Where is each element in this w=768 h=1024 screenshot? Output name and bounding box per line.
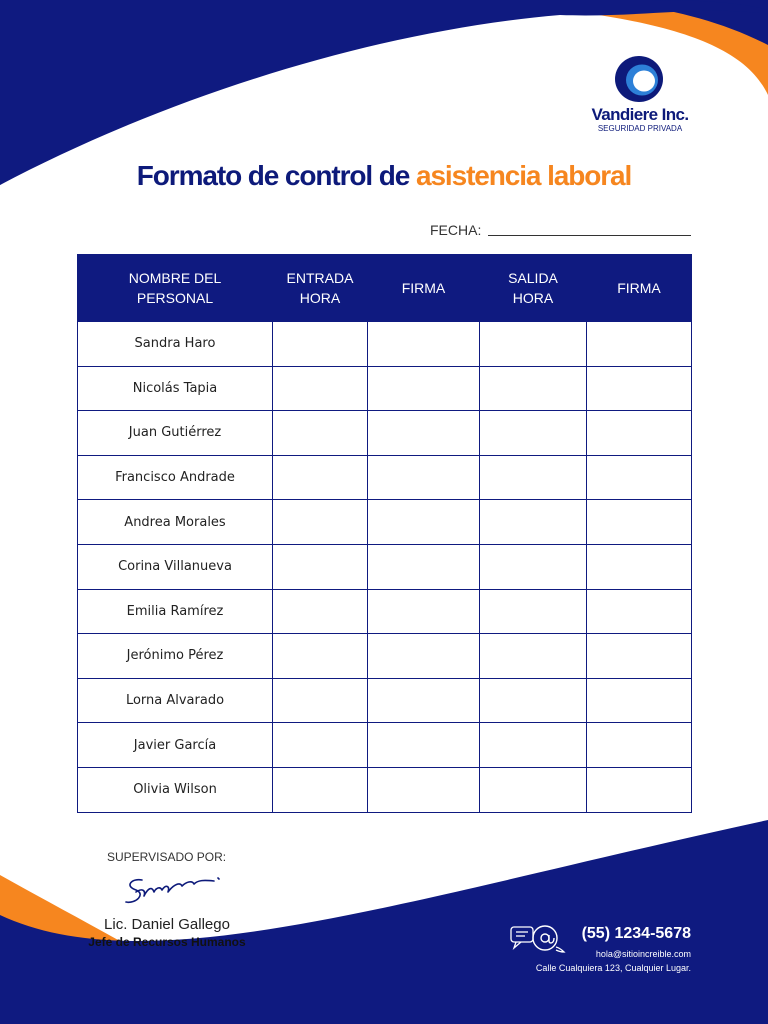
fecha-input-line[interactable] <box>488 235 691 236</box>
supervisor-role: Jefe de Recursos Humanos <box>88 935 246 949</box>
fecha-label: FECHA: <box>430 222 482 238</box>
firma-salida-cell[interactable] <box>587 634 692 679</box>
contact-email[interactable]: hola@sitioincreible.com <box>595 949 691 959</box>
firma-salida-cell[interactable] <box>587 322 692 367</box>
supervised-by-label: SUPERVISADO POR: <box>107 850 227 864</box>
signature-icon <box>122 868 222 914</box>
salida-cell[interactable] <box>480 723 587 768</box>
salida-cell[interactable] <box>480 411 587 456</box>
entrada-cell[interactable] <box>273 589 368 634</box>
firma-salida-cell[interactable] <box>587 678 692 723</box>
employee-name: Javier García <box>78 723 273 768</box>
employee-name: Lorna Alvarado <box>78 678 273 723</box>
employee-name: Nicolás Tapia <box>78 366 273 411</box>
employee-name: Sandra Haro <box>78 322 273 367</box>
firma-entrada-cell[interactable] <box>368 767 480 812</box>
page-title <box>0 160 768 192</box>
employee-name: Juan Gutiérrez <box>78 411 273 456</box>
entrada-cell[interactable] <box>273 678 368 723</box>
table-row <box>78 500 692 545</box>
firma-salida-cell[interactable] <box>587 455 692 500</box>
firma-salida-cell[interactable] <box>587 544 692 589</box>
firma-entrada-cell[interactable] <box>368 455 480 500</box>
title-main: Formato de control de <box>136 160 410 191</box>
table-row <box>78 678 692 723</box>
entrada-cell[interactable] <box>273 455 368 500</box>
title-accent: asistencia laboral <box>415 160 632 191</box>
table-row <box>78 634 692 679</box>
salida-cell[interactable] <box>480 500 587 545</box>
firma-salida-cell[interactable] <box>587 366 692 411</box>
table-row <box>78 589 692 634</box>
employee-name: Olivia Wilson <box>78 767 273 812</box>
salida-cell[interactable] <box>480 634 587 679</box>
employee-name: Andrea Morales <box>78 500 273 545</box>
company-logo <box>586 54 694 134</box>
header-name: NOMBRE DEL PERSONAL <box>78 255 273 322</box>
header-firma-entrada: FIRMA <box>368 255 480 322</box>
firma-entrada-cell[interactable] <box>368 634 480 679</box>
firma-salida-cell[interactable] <box>587 723 692 768</box>
supervisor-name: Lic. Daniel Gallego <box>104 916 230 933</box>
brand-subtitle: SEGURIDAD PRIVADA <box>597 124 683 133</box>
salida-cell[interactable] <box>480 589 587 634</box>
entrada-cell[interactable] <box>273 634 368 679</box>
table-row <box>78 322 692 367</box>
firma-entrada-cell[interactable] <box>368 411 480 456</box>
firma-salida-cell[interactable] <box>587 411 692 456</box>
header-firma-salida: FIRMA <box>587 255 692 322</box>
firma-salida-cell[interactable] <box>587 589 692 634</box>
salida-cell[interactable] <box>480 544 587 589</box>
entrada-cell[interactable] <box>273 411 368 456</box>
firma-entrada-cell[interactable] <box>368 366 480 411</box>
employee-name: Corina Villanueva <box>78 544 273 589</box>
entrada-cell[interactable] <box>273 723 368 768</box>
salida-cell[interactable] <box>480 366 587 411</box>
firma-salida-cell[interactable] <box>587 767 692 812</box>
table-row <box>78 411 692 456</box>
table-row <box>78 455 692 500</box>
entrada-cell[interactable] <box>273 767 368 812</box>
ring-logo-icon <box>614 54 666 104</box>
brand-name: Vandiere Inc. <box>591 105 689 124</box>
firma-entrada-cell[interactable] <box>368 723 480 768</box>
header-entrada: ENTRADA HORA <box>273 255 368 322</box>
entrada-cell[interactable] <box>273 544 368 589</box>
entrada-cell[interactable] <box>273 500 368 545</box>
firma-entrada-cell[interactable] <box>368 500 480 545</box>
employee-name: Francisco Andrade <box>78 455 273 500</box>
salida-cell[interactable] <box>480 678 587 723</box>
firma-entrada-cell[interactable] <box>368 322 480 367</box>
salida-cell[interactable] <box>480 455 587 500</box>
contact-phone[interactable]: (55) 1234-5678 <box>581 925 691 942</box>
table-row <box>78 544 692 589</box>
employee-name: Jerónimo Pérez <box>78 634 273 679</box>
salida-cell[interactable] <box>480 322 587 367</box>
firma-salida-cell[interactable] <box>587 500 692 545</box>
employee-name: Emilia Ramírez <box>78 589 273 634</box>
firma-entrada-cell[interactable] <box>368 589 480 634</box>
entrada-cell[interactable] <box>273 322 368 367</box>
table-header-row <box>78 255 692 322</box>
firma-entrada-cell[interactable] <box>368 678 480 723</box>
salida-cell[interactable] <box>480 767 587 812</box>
header-salida: SALIDA HORA <box>480 255 587 322</box>
table-row <box>78 723 692 768</box>
firma-entrada-cell[interactable] <box>368 544 480 589</box>
table-row <box>78 366 692 411</box>
attendance-table <box>77 254 692 813</box>
entrada-cell[interactable] <box>273 366 368 411</box>
chat-at-icon <box>510 924 566 954</box>
table-row <box>78 767 692 812</box>
contact-address: Calle Cualquiera 123, Cualquier Lugar. <box>535 963 691 973</box>
